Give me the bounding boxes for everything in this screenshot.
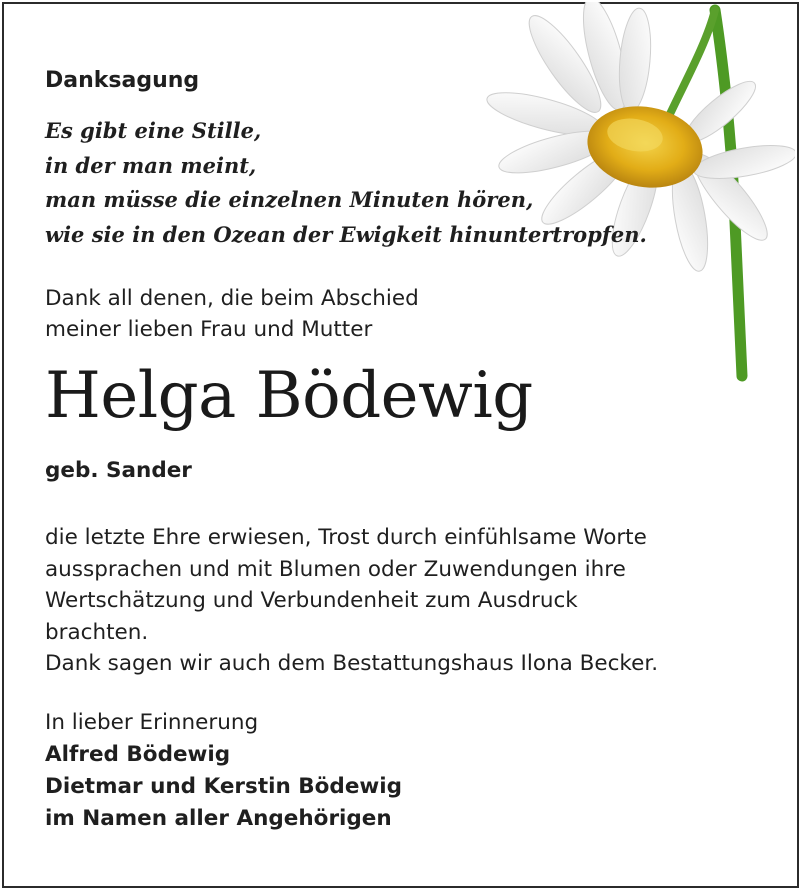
body-line: Wertschätzung und Verbundenheit zum Ausdruck [45, 588, 578, 613]
body-line: aussprachen und mit Blumen oder Zuwendungen ihre [45, 556, 626, 582]
deceased-name: Helga Bödewig [45, 359, 533, 433]
signatory: im Namen aller Angehörigen [45, 806, 392, 831]
body-line: die letzte Ehre erwiesen, Trost durch einfühlsame Worte [45, 525, 647, 550]
signatory: Dietmar und Kerstin Bödewig [45, 774, 403, 799]
intro-line: meiner lieben Frau und Mutter [45, 317, 373, 342]
poem-line: in der man meint, [45, 152, 257, 178]
poem-line: Es gibt eine Stille, [45, 118, 262, 143]
signatory: Alfred Bödewig [45, 742, 231, 767]
body-line: Dank sagen wir auch dem Bestattungshaus Ilona Becker. [45, 651, 659, 676]
born-name: geb. Sander [45, 458, 192, 483]
closing-block [45, 707, 402, 835]
heading: Danksagung [45, 68, 200, 93]
body-line: brachten. [45, 619, 149, 645]
poem-line: wie sie in den Ozean der Ewigkeit hinuntertropfen. [45, 221, 647, 247]
body-text [45, 522, 658, 680]
intro-text [45, 283, 419, 345]
intro-line: Dank all denen, die beim Abschied [45, 286, 419, 311]
closing-intro: In lieber Erinnerung [45, 710, 259, 735]
poem-line: man müsse die einzelnen Minuten hören, [45, 187, 534, 212]
poem [45, 114, 647, 252]
